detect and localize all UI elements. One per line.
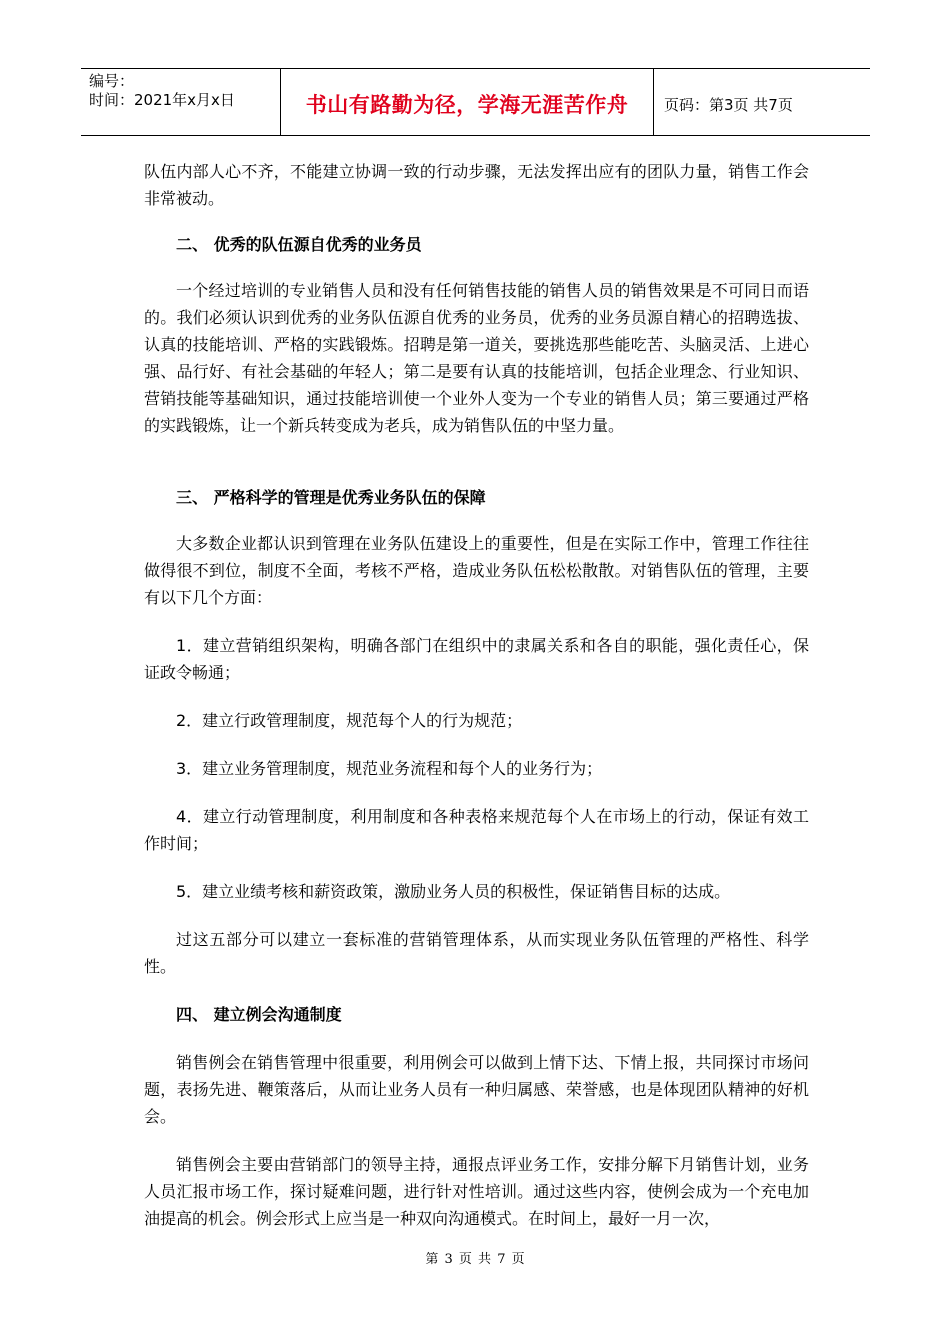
paragraph-summary: 过这五部分可以建立一套标准的营销管理体系，从而实现业务队伍管理的严格性、科学性。 xyxy=(144,930,809,976)
paragraph-meeting-content: 销售例会主要由营销部门的领导主持，通报点评业务工作，安排分解下月销售计划，业务人员汇报市场工作，探讨疑难问题，进行针对性培训。通过这些内容，使例会成为一个充电加油提高的机会。例会形式上应当是一种双向沟通模式。在时间上，最好一月一次， xyxy=(144,1155,809,1228)
header-page-info: 页码：第3页 共7页 xyxy=(664,95,793,114)
number-label: 编号： xyxy=(89,72,135,90)
list-item-5: 5．建立业绩考核和薪资政策，激励业务人员的积极性，保证销售目标的达成。 xyxy=(176,882,731,901)
list-item-3: 3．建立业务管理制度，规范业务流程和每个人的业务行为； xyxy=(176,759,603,778)
page-footer: 第 3 页 共 7 页 xyxy=(425,1252,525,1267)
list-item-4: 4．建立行动管理制度，利用制度和各种表格来规范每个人在市场上的行动，保证有效工作时间； xyxy=(144,807,809,853)
paragraph-continuation: 队伍内部人心不齐，不能建立协调一致的行动步骤，无法发挥出应有的团队力量，销售工作会非常被动。 xyxy=(144,162,809,208)
document-body xyxy=(144,158,809,1232)
header-meta xyxy=(81,69,281,135)
section-heading-4: 四、 建立例会沟通制度 xyxy=(176,1005,342,1024)
section-heading-3: 三、 严格科学的管理是优秀业务队伍的保障 xyxy=(176,488,486,507)
paragraph-management: 大多数企业都认识到管理在业务队伍建设上的重要性，但是在实际工作中，管理工作往往做得很不到位，制度不全面，考核不严格，造成业务队伍松松散散。对销售队伍的管理，主要有以下几个方面： xyxy=(144,534,809,607)
paragraph-salesperson-training: 一个经过培训的专业销售人员和没有任何销售技能的销售人员的销售效果是不可同日而语的。我们必须认识到优秀的业务队伍源自优秀的业务员，优秀的业务员源自精心的招聘选拔、认真的技能培训、严格的实践锻炼。招聘是第一道关，要挑选那些能吃苦、头脑灵活、上进心强、品行好、有社会基础的年轻人；第二是要有认真的技能培训，包括企业理念、行业知识、营销技能等基础知识，通过技能培训使一个业外人变为一个专业的销售人员；第三要通过严格的实践锻炼，让一个新兵转变成为老兵，成为销售队伍的中坚力量。 xyxy=(144,281,809,435)
list-item-2: 2．建立行政管理制度，规范每个人的行为规范； xyxy=(176,711,523,730)
paragraph-meeting-importance: 销售例会在销售管理中很重要，利用例会可以做到上情下达、下情上报，共同探讨市场问题，表扬先进、鞭策落后，从而让业务人员有一种归属感、荣誉感，也是体现团队精神的好机会。 xyxy=(144,1053,809,1126)
header-motto: 书山有路勤为径，学海无涯苦作舟 xyxy=(281,69,654,135)
time-label: 时间：2021年x月x日 xyxy=(89,91,235,109)
list-item-1: 1．建立营销组织架构，明确各部门在组织中的隶属关系和各自的职能，强化责任心，保证政令畅通； xyxy=(144,636,809,682)
section-heading-2: 二、 优秀的队伍源自优秀的业务员 xyxy=(176,235,422,254)
page-header xyxy=(81,68,870,136)
